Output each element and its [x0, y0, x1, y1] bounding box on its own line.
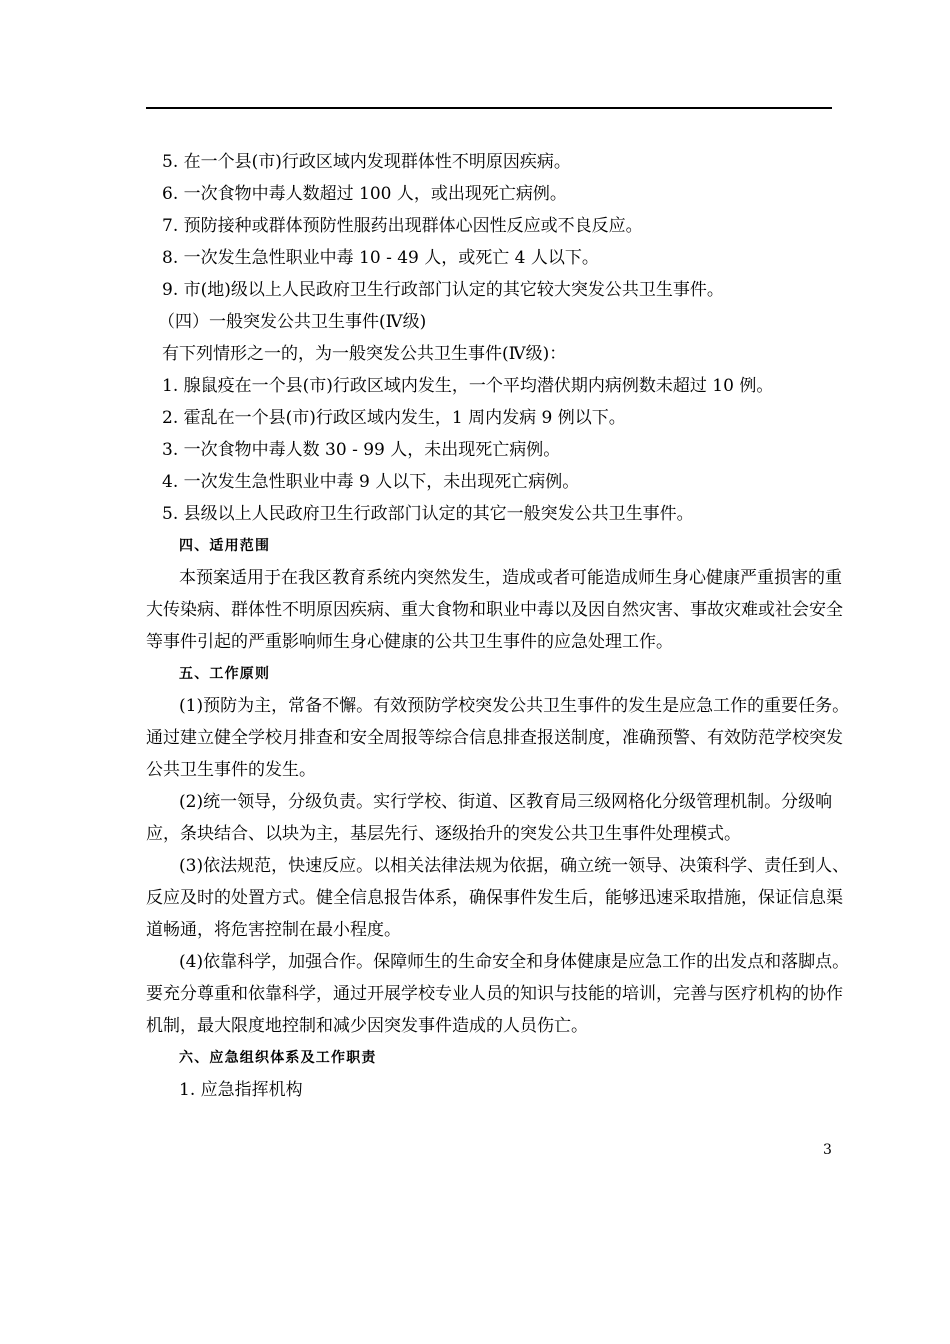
- paragraph-line: (1)预防为主，常备不懈。有效预防学校突发公共卫生事件的发生是应急工作的重要任务。: [179, 696, 850, 716]
- item-8-level3: 8. 一次发生急性职业中毒 10 - 49 人，或死亡 4 人以下。: [162, 248, 599, 268]
- item-5-level4: 5. 县级以上人民政府卫生行政部门认定的其它一般突发公共卫生事件。: [162, 504, 694, 524]
- paragraph-line: 机制，最大限度地控制和减少因突发事件造成的人员伤亡。: [146, 1016, 588, 1036]
- item-5-level3: 5. 在一个县(市)行政区域内发现群体性不明原因疾病。: [162, 152, 571, 172]
- item-1-level4: 1. 腺鼠疫在一个县(市)行政区域内发生，一个平均潜伏期内病例数未超过 10 例。: [162, 376, 774, 396]
- page-number: 3: [823, 1142, 832, 1158]
- item-9-level3: 9. 市(地)级以上人民政府卫生行政部门认定的其它较大突发公共卫生事件。: [162, 280, 724, 300]
- paragraph-line: 大传染病、群体性不明原因疾病、重大食物和职业中毒以及因自然灾害、事故灾难或社会安全: [146, 600, 843, 620]
- item-7-level3: 7. 预防接种或群体预防性服药出现群体心因性反应或不良反应。: [162, 216, 643, 236]
- paragraph-line: 本预案适用于在我区教育系统内突然发生，造成或者可能造成师生身心健康严重损害的重: [179, 568, 842, 588]
- subsection-heading-level4: （四）一般突发公共卫生事件(Ⅳ级): [158, 312, 427, 332]
- paragraph-line: (4)依靠科学，加强合作。保障师生的生命安全和身体健康是应急工作的出发点和落脚点。: [179, 952, 850, 972]
- paragraph-line: 要充分尊重和依靠科学，通过开展学校专业人员的知识与技能的培训，完善与医疗机构的协作: [146, 984, 843, 1004]
- paragraph-line: (2)统一领导，分级负责。实行学校、街道、区教育局三级网格化分级管理机制。分级响: [179, 792, 833, 812]
- paragraph-line: 应，条块结合、以块为主，基层先行、逐级抬升的突发公共卫生事件处理模式。: [146, 824, 741, 844]
- paragraph-line: 道畅通，将危害控制在最小程度。: [146, 920, 401, 940]
- header-rule: [146, 107, 832, 109]
- item-4-level4: 4. 一次发生急性职业中毒 9 人以下，未出现死亡病例。: [162, 472, 580, 492]
- section-heading-scope: 四、适用范围: [179, 538, 271, 554]
- item-3-level4: 3. 一次食物中毒人数 30 - 99 人，未出现死亡病例。: [162, 440, 561, 460]
- section-heading-organization: 六、应急组织体系及工作职责: [179, 1050, 377, 1066]
- item-2-level4: 2. 霍乱在一个县(市)行政区域内发生，1 周内发病 9 例以下。: [162, 408, 626, 428]
- paragraph-line: 通过建立健全学校月排查和安全周报等综合信息排查报送制度，准确预警、有效防范学校突发: [146, 728, 843, 748]
- subsection-heading-command: 1. 应急指挥机构: [179, 1080, 303, 1100]
- paragraph-line: 等事件引起的严重影响师生身心健康的公共卫生事件的应急处理工作。: [146, 632, 673, 652]
- paragraph-line: (3)依法规范，快速反应。以相关法律法规为依据，确立统一领导、决策科学、责任到人、: [179, 856, 850, 876]
- paragraph-line: 公共卫生事件的发生。: [146, 760, 316, 780]
- level4-intro: 有下列情形之一的，为一般突发公共卫生事件(Ⅳ级)：: [162, 344, 567, 364]
- paragraph-line: 反应及时的处置方式。健全信息报告体系，确保事件发生后，能够迅速采取措施，保证信息渠: [146, 888, 843, 908]
- section-heading-principles: 五、工作原则: [179, 666, 271, 682]
- item-6-level3: 6. 一次食物中毒人数超过 100 人，或出现死亡病例。: [162, 184, 567, 204]
